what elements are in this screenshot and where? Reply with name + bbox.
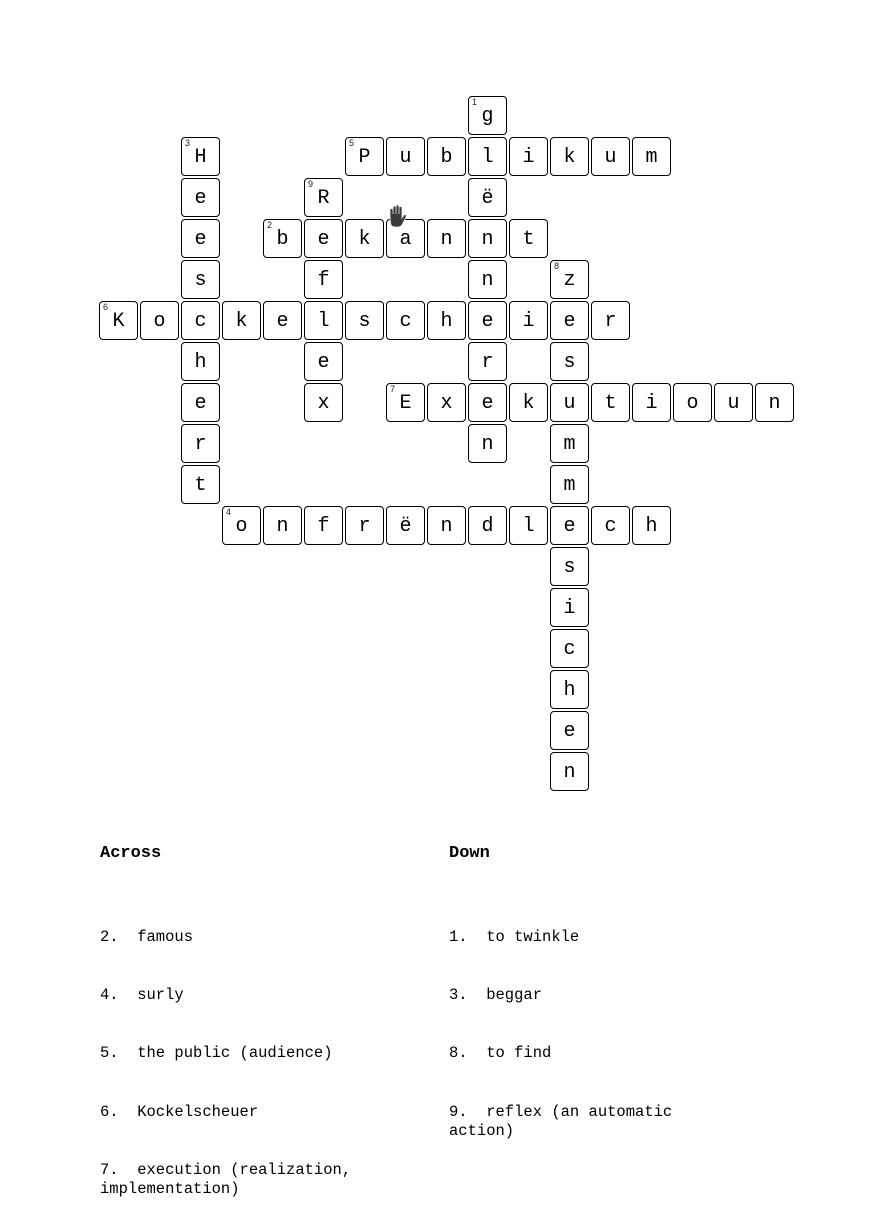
grid-cell[interactable] xyxy=(386,383,425,422)
cell-letter: h xyxy=(563,678,576,702)
clue-down-9[interactable]: 9. reflex (an automatic action) xyxy=(449,1102,682,1141)
clue-number: 5 xyxy=(349,138,355,148)
clue-number: 8 xyxy=(554,261,560,271)
cell-letter: s xyxy=(563,555,576,579)
grid-cell[interactable] xyxy=(632,137,671,176)
grid-cell[interactable] xyxy=(386,301,425,340)
grid-cell[interactable] xyxy=(427,506,466,545)
grid-cell[interactable] xyxy=(550,711,589,750)
cell-letter: h xyxy=(440,309,453,333)
grid-cell[interactable] xyxy=(509,219,548,258)
cell-letter: e xyxy=(481,391,494,415)
cell-letter: P xyxy=(358,145,371,169)
cell-letter: h xyxy=(194,350,207,374)
grid-cell[interactable] xyxy=(632,506,671,545)
grid-cell[interactable] xyxy=(427,219,466,258)
cell-letter: e xyxy=(563,719,576,743)
cell-letter: s xyxy=(563,350,576,374)
cell-letter: R xyxy=(317,186,330,210)
grid-cell[interactable] xyxy=(263,506,302,545)
cell-letter: e xyxy=(194,186,207,210)
clue-number: 9 xyxy=(308,179,314,189)
down-clues xyxy=(449,805,739,1161)
cell-letter: e xyxy=(563,514,576,538)
across-heading: Across xyxy=(100,843,162,863)
grid-cell[interactable] xyxy=(386,506,425,545)
cell-letter: ë xyxy=(399,514,412,538)
grid-cell[interactable] xyxy=(755,383,794,422)
clue-across-2[interactable]: 2. famous xyxy=(100,928,194,947)
grid-cell[interactable] xyxy=(181,424,220,463)
cell-letter: o xyxy=(153,309,166,333)
cell-letter: r xyxy=(358,514,371,538)
cell-letter: i xyxy=(522,145,535,169)
cell-letter: b xyxy=(440,145,453,169)
cell-letter: k xyxy=(522,391,535,415)
grid-cell[interactable] xyxy=(304,342,343,381)
grid-cell[interactable] xyxy=(468,342,507,381)
cell-letter: k xyxy=(563,145,576,169)
cell-letter: r xyxy=(481,350,494,374)
grid-cell[interactable] xyxy=(427,137,466,176)
grid-cell[interactable] xyxy=(550,342,589,381)
grid-cell[interactable] xyxy=(468,260,507,299)
cell-letter: E xyxy=(399,391,412,415)
grid-cell[interactable] xyxy=(509,137,548,176)
grid-cell[interactable] xyxy=(550,670,589,709)
cell-letter: n xyxy=(440,227,453,251)
cell-letter: l xyxy=(317,309,330,333)
cell-letter: z xyxy=(563,268,576,292)
cell-letter: e xyxy=(194,227,207,251)
grid-cell[interactable] xyxy=(550,547,589,586)
grid-cell[interactable] xyxy=(345,219,384,258)
grid-cell[interactable] xyxy=(345,506,384,545)
grid-cell[interactable] xyxy=(263,301,302,340)
grid-cell[interactable] xyxy=(468,301,507,340)
cell-letter: s xyxy=(194,268,207,292)
cell-letter: c xyxy=(604,514,617,538)
cell-letter: H xyxy=(194,145,207,169)
grid-cell[interactable] xyxy=(591,506,630,545)
cell-letter: u xyxy=(604,145,617,169)
cell-letter: i xyxy=(522,309,535,333)
cell-letter: c xyxy=(399,309,412,333)
grid-cell[interactable] xyxy=(181,465,220,504)
grid-cell[interactable] xyxy=(550,588,589,627)
cell-letter: n xyxy=(768,391,781,415)
grid-cell[interactable] xyxy=(386,137,425,176)
grid-cell[interactable] xyxy=(427,301,466,340)
grid-cell[interactable] xyxy=(468,383,507,422)
cell-letter: e xyxy=(276,309,289,333)
grid-cell[interactable] xyxy=(222,301,261,340)
cell-letter: K xyxy=(112,309,125,333)
grid-cell[interactable] xyxy=(468,506,507,545)
grid-cell[interactable] xyxy=(468,178,507,217)
cell-letter: e xyxy=(317,227,330,251)
grid-cell[interactable] xyxy=(591,383,630,422)
cell-letter: n xyxy=(481,432,494,456)
grid-cell[interactable] xyxy=(468,96,507,135)
grid-cell[interactable] xyxy=(714,383,753,422)
grid-cell[interactable] xyxy=(468,137,507,176)
cell-letter: m xyxy=(645,145,658,169)
grid-cell[interactable] xyxy=(591,301,630,340)
clue-across-7[interactable]: 7. execution (realization, implementation) xyxy=(100,1160,361,1199)
cell-letter: r xyxy=(604,309,617,333)
grid-cell[interactable] xyxy=(591,137,630,176)
grid-cell[interactable] xyxy=(550,424,589,463)
cell-letter: ë xyxy=(481,186,494,210)
grid-cell[interactable] xyxy=(550,260,589,299)
grid-cell[interactable] xyxy=(181,342,220,381)
cell-letter: a xyxy=(399,227,412,251)
grid-cell[interactable] xyxy=(181,301,220,340)
cell-letter: x xyxy=(440,391,453,415)
cell-letter: n xyxy=(481,227,494,251)
grid-cell[interactable] xyxy=(427,383,466,422)
grid-cell[interactable] xyxy=(99,301,138,340)
cell-letter: g xyxy=(481,104,494,128)
grid-cell[interactable] xyxy=(181,137,220,176)
clue-across-4[interactable]: 4. surly xyxy=(100,986,184,1005)
grid-cell[interactable] xyxy=(222,506,261,545)
grid-cell[interactable] xyxy=(181,383,220,422)
clue-number: 7 xyxy=(390,384,396,394)
cell-letter: m xyxy=(563,432,576,456)
cell-letter: n xyxy=(276,514,289,538)
cell-letter: n xyxy=(481,268,494,292)
grid-cell[interactable] xyxy=(345,301,384,340)
clue-number: 2 xyxy=(267,220,273,230)
grid-cell[interactable] xyxy=(550,465,589,504)
grid-cell[interactable] xyxy=(632,383,671,422)
cell-letter: d xyxy=(481,514,494,538)
clue-down-1[interactable]: 1. to twinkle xyxy=(449,928,580,947)
grid-cell[interactable] xyxy=(550,752,589,791)
clue-down-8[interactable]: 8. to find xyxy=(449,1044,552,1063)
grid-cell[interactable] xyxy=(304,178,343,217)
cell-letter: l xyxy=(481,145,494,169)
grid-cell[interactable] xyxy=(304,219,343,258)
cell-letter: f xyxy=(317,268,330,292)
cell-letter: e xyxy=(194,391,207,415)
grid-cell[interactable] xyxy=(550,383,589,422)
cell-letter: m xyxy=(563,473,576,497)
grid-cell[interactable] xyxy=(304,383,343,422)
cell-letter: x xyxy=(317,391,330,415)
grid-cell[interactable] xyxy=(509,383,548,422)
cell-letter: i xyxy=(563,596,576,620)
clue-across-5[interactable]: 5. the public (audience) xyxy=(100,1044,333,1063)
cell-letter: k xyxy=(358,227,371,251)
grid-cell[interactable] xyxy=(550,506,589,545)
grid-cell[interactable] xyxy=(181,260,220,299)
grid-cell[interactable] xyxy=(468,424,507,463)
cell-letter: b xyxy=(276,227,289,251)
cell-letter: e xyxy=(481,309,494,333)
cell-letter: u xyxy=(399,145,412,169)
cell-letter: t xyxy=(522,227,535,251)
cell-letter: h xyxy=(645,514,658,538)
cell-letter: e xyxy=(563,309,576,333)
cell-letter: f xyxy=(317,514,330,538)
grid-cell[interactable] xyxy=(140,301,179,340)
clue-number: 4 xyxy=(226,507,232,517)
grid-cell[interactable] xyxy=(550,629,589,668)
grid-cell[interactable] xyxy=(304,260,343,299)
grid-cell[interactable] xyxy=(304,506,343,545)
cell-letter: o xyxy=(235,514,248,538)
grid-cell[interactable] xyxy=(304,301,343,340)
grid-cell[interactable] xyxy=(550,301,589,340)
cell-letter: u xyxy=(727,391,740,415)
clue-down-3[interactable]: 3. beggar xyxy=(449,986,543,1005)
cell-letter: n xyxy=(440,514,453,538)
clue-number: 3 xyxy=(185,138,191,148)
cell-letter: l xyxy=(522,514,535,538)
cell-letter: t xyxy=(194,473,207,497)
grid-cell[interactable] xyxy=(345,137,384,176)
cell-letter: t xyxy=(604,391,617,415)
clue-number: 6 xyxy=(103,302,109,312)
clue-number: 1 xyxy=(472,97,478,107)
cell-letter: c xyxy=(194,309,207,333)
cell-letter: k xyxy=(235,309,248,333)
down-heading: Down xyxy=(449,843,490,863)
cell-letter: s xyxy=(358,309,371,333)
grid-cell[interactable] xyxy=(468,219,507,258)
cell-letter: e xyxy=(317,350,330,374)
cell-letter: u xyxy=(563,391,576,415)
grid-cell[interactable] xyxy=(386,219,425,258)
grid-cell[interactable] xyxy=(673,383,712,422)
cell-letter: o xyxy=(686,391,699,415)
across-clues xyxy=(100,805,410,1219)
grid-cell[interactable] xyxy=(550,137,589,176)
cell-letter: r xyxy=(194,432,207,456)
cell-letter: i xyxy=(645,391,658,415)
grid-cell[interactable] xyxy=(263,219,302,258)
cell-letter: n xyxy=(563,760,576,784)
grid-cell[interactable] xyxy=(181,219,220,258)
grid-cell[interactable] xyxy=(509,301,548,340)
grid-cell[interactable] xyxy=(509,506,548,545)
clue-across-6[interactable]: 6. Kockelscheuer xyxy=(100,1102,259,1121)
grid-cell[interactable] xyxy=(181,178,220,217)
cell-letter: c xyxy=(563,637,576,661)
